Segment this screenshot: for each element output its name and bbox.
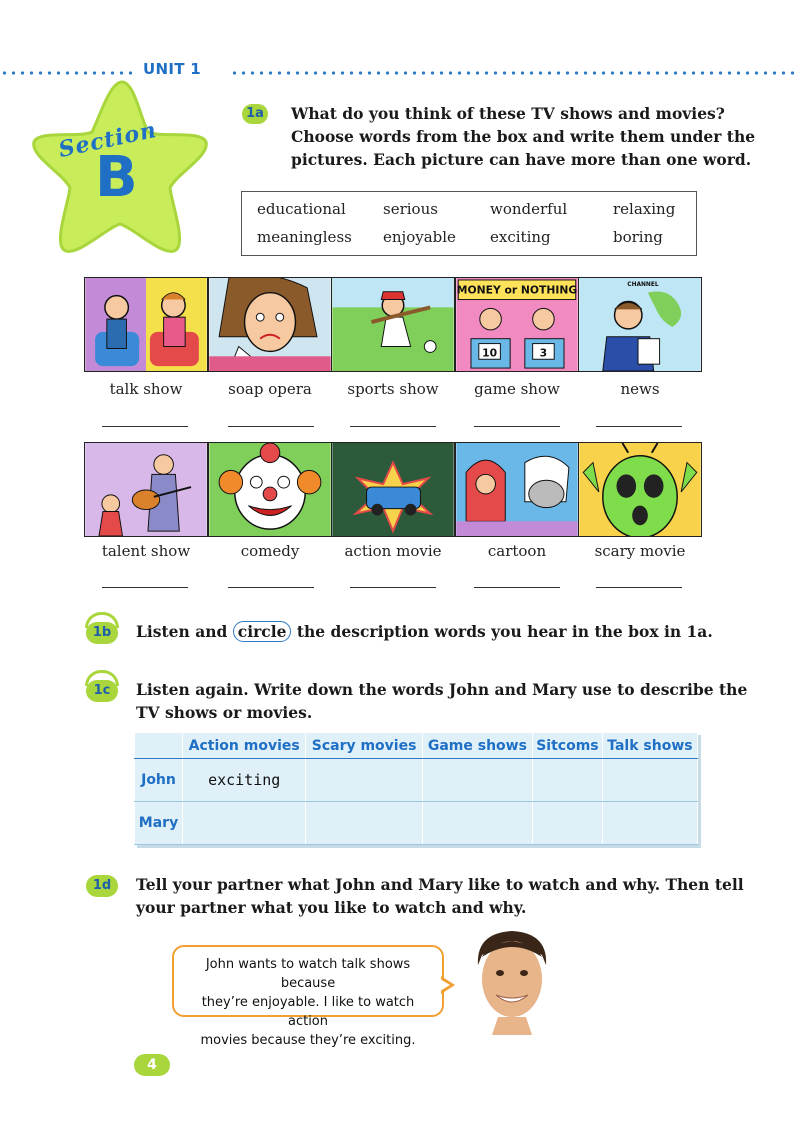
table-cell[interactable] xyxy=(533,759,603,802)
table-cell[interactable] xyxy=(183,802,306,845)
picture-caption: action movie xyxy=(344,542,442,560)
speech-bubble xyxy=(172,945,444,1048)
answer-blank[interactable] xyxy=(474,587,560,588)
scary-movie-picture xyxy=(578,442,702,537)
table-cell[interactable]: exciting xyxy=(183,759,306,802)
picture-caption: scary movie xyxy=(594,542,686,560)
row-name: John xyxy=(135,759,183,802)
exercise-1d-instruction xyxy=(136,873,744,919)
game-show-score: 10 xyxy=(482,346,498,360)
sports-show-icon xyxy=(332,278,454,371)
table-cell[interactable] xyxy=(602,759,697,802)
action-movie-icon xyxy=(332,443,454,536)
answer-blank[interactable] xyxy=(102,426,188,427)
game-show-sign: MONEY or NOTHING xyxy=(456,283,578,297)
exercise-1a-badge: 1a xyxy=(242,104,268,124)
section-word: Section xyxy=(56,116,160,164)
action-movie-picture xyxy=(331,442,455,537)
answer-blank[interactable] xyxy=(474,426,560,427)
answer-blank[interactable] xyxy=(228,426,314,427)
table-cell[interactable] xyxy=(602,802,697,845)
talent-show-icon xyxy=(85,443,207,536)
answer-blank[interactable] xyxy=(596,587,682,588)
picture-caption: news xyxy=(620,380,660,398)
table-header xyxy=(135,733,183,759)
instruction-text: Listen and xyxy=(136,622,228,641)
instruction-line: TV shows or movies. xyxy=(136,703,313,722)
table-header: Game shows xyxy=(422,733,532,759)
table-header: Action movies xyxy=(183,733,306,759)
word-item: wonderful xyxy=(490,200,568,218)
section-letter: B xyxy=(95,145,138,210)
header-dots-left xyxy=(0,71,138,75)
word-item: enjoyable xyxy=(383,228,456,246)
instruction-line: Tell your partner what John and Mary like to watch and why. Then tell xyxy=(136,875,744,894)
game-show-score: 3 xyxy=(539,346,548,360)
speech-bubble-tail-inner xyxy=(440,979,450,991)
word-item: educational xyxy=(257,200,346,218)
exercise-1c-instruction xyxy=(136,678,747,724)
instruction-line: Choose words from the box and write them under the xyxy=(291,127,756,146)
exercise-1b-badge: 1b xyxy=(86,622,118,644)
comedy-icon xyxy=(209,443,331,536)
scary-movie-icon xyxy=(579,443,701,536)
news-picture xyxy=(578,277,702,372)
talent-show-picture xyxy=(84,442,208,537)
description-table xyxy=(134,732,698,845)
table-cell[interactable] xyxy=(306,759,422,802)
exercise-1a-instruction xyxy=(291,102,755,171)
table-header: Sitcoms xyxy=(533,733,603,759)
row-name: Mary xyxy=(135,802,183,845)
word-item: relaxing xyxy=(613,200,676,218)
sports-show-picture xyxy=(331,277,455,372)
word-item: boring xyxy=(613,228,663,246)
table-row xyxy=(135,802,698,845)
soap-opera-picture xyxy=(208,277,332,372)
answer-blank[interactable] xyxy=(228,587,314,588)
game-show-icon xyxy=(456,278,578,371)
exercise-1d-badge: 1d xyxy=(86,875,118,897)
talk-show-picture xyxy=(84,277,208,372)
word-item: meaningless xyxy=(257,228,352,246)
instruction-text: the description words you hear in the box in 1a. xyxy=(296,622,713,641)
table-header-row xyxy=(135,733,698,759)
picture-caption: sports show xyxy=(347,380,439,398)
table-cell[interactable] xyxy=(306,802,422,845)
game-show-picture xyxy=(455,277,579,372)
cartoon-icon xyxy=(456,443,578,536)
picture-caption: cartoon xyxy=(487,542,547,560)
table-cell[interactable] xyxy=(422,759,532,802)
table-header: Talk shows xyxy=(602,733,697,759)
instruction-line: pictures. Each picture can have more than one word. xyxy=(291,150,752,169)
bubble-line: movies because they’re exciting. xyxy=(200,1033,416,1048)
table-row xyxy=(135,759,698,802)
picture-caption: talk show xyxy=(109,380,183,398)
word-item: serious xyxy=(383,200,438,218)
exercise-1b-instruction xyxy=(136,620,713,643)
bubble-line: they’re enjoyable. I like to watch action xyxy=(201,995,415,1029)
word-item: exciting xyxy=(490,228,551,246)
table-cell[interactable] xyxy=(422,802,532,845)
table-header: Scary movies xyxy=(306,733,422,759)
exercise-1c-badge: 1c xyxy=(86,680,118,702)
comedy-picture xyxy=(208,442,332,537)
instruction-line: Listen again. Write down the words John and Mary use to describe the xyxy=(136,680,748,699)
boy-face-icon xyxy=(470,925,554,1035)
news-icon xyxy=(579,278,701,371)
unit-label: UNIT 1 xyxy=(143,60,202,78)
picture-caption: soap opera xyxy=(228,380,312,398)
instruction-line: What do you think of these TV shows and movies? xyxy=(291,104,725,123)
bubble-line: John wants to watch talk shows because xyxy=(205,957,411,991)
answer-blank[interactable] xyxy=(350,426,436,427)
header-dots-right xyxy=(230,71,800,75)
picture-caption: game show xyxy=(474,380,560,398)
soap-opera-icon xyxy=(209,278,331,371)
table-cell[interactable] xyxy=(533,802,603,845)
cartoon-picture xyxy=(455,442,579,537)
answer-blank[interactable] xyxy=(102,587,188,588)
circled-word: circle xyxy=(233,621,292,642)
talk-show-icon xyxy=(85,278,207,371)
picture-caption: comedy xyxy=(240,542,300,560)
instruction-line: your partner what you like to watch and why. xyxy=(136,898,527,917)
answer-blank[interactable] xyxy=(350,587,436,588)
word-box xyxy=(241,191,697,256)
answer-blank[interactable] xyxy=(596,426,682,427)
picture-caption: talent show xyxy=(101,542,191,560)
page-number: 4 xyxy=(134,1054,170,1076)
news-channel-text: CHANNEL xyxy=(627,281,659,288)
